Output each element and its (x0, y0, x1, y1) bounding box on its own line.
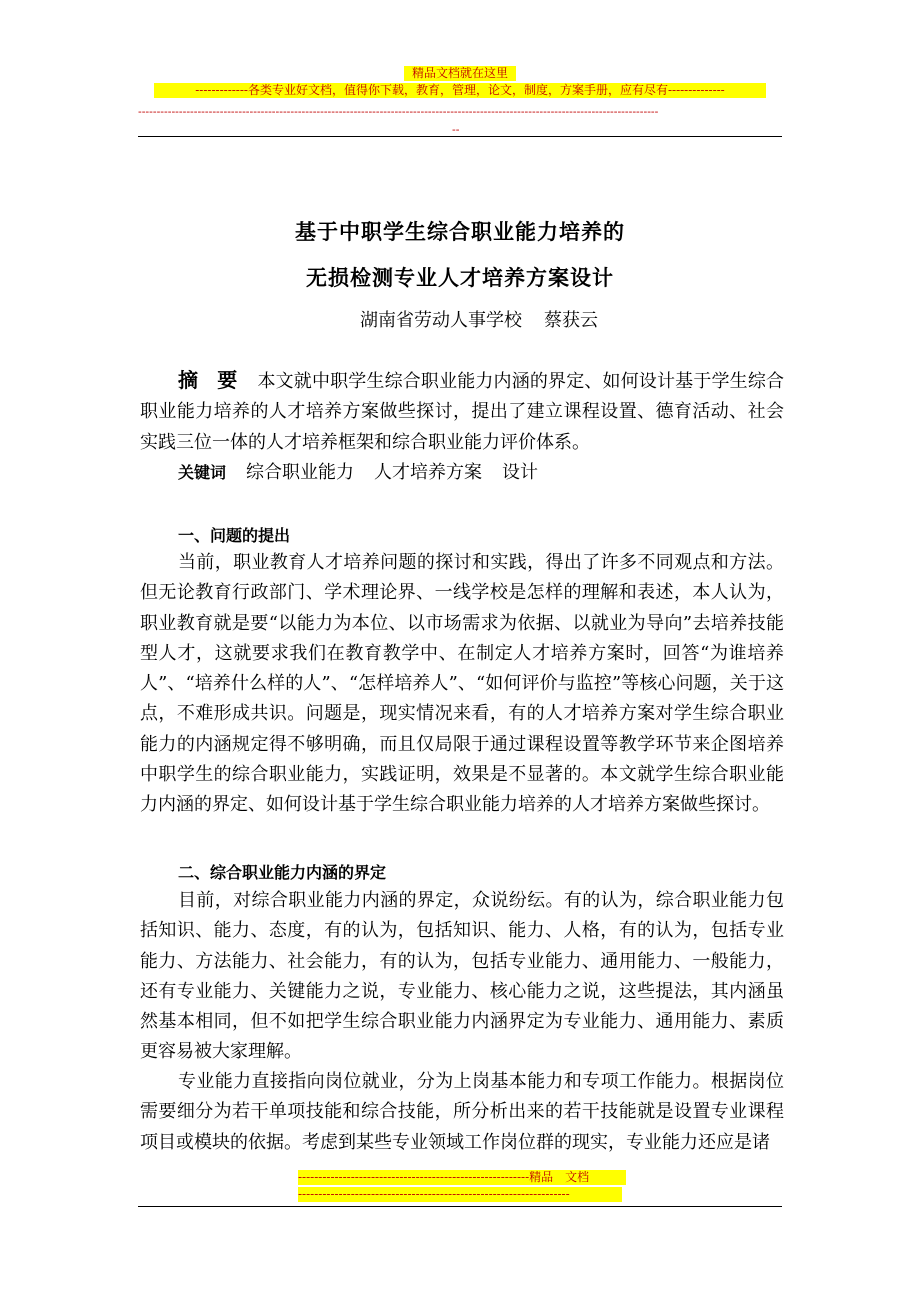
section-heading: 二、综合职业能力内涵的界定 (178, 863, 387, 882)
keyword-item: 人才培养方案 (374, 462, 483, 483)
footer-rule (138, 1206, 782, 1207)
keywords-label: 关键词 (178, 463, 227, 482)
abstract-label: 摘 要 (178, 368, 244, 392)
document-title-line1: 基于中职学生综合职业能力培养的 (295, 220, 625, 244)
body-paragraph: 当前，职业教育人才培养问题的探讨和实践，得出了许多不同观点和方法。但无论教育行政部门、学术理论界、一线学校是怎样的理解和表述，本人认为，职业教育就是要“以能力为本位、以市场需求为依据、以就业为导向”去培养技能型人才，这就要求我们在教育教学中、在制定人才培养方案时，回答“为谁培养人”、“培养什么样的人”、“怎样培养人”、“如何评价与监控”等核心问题，关于这点，不难形成共识。问题是，现实情况来看，有的人才培养方案对学生综合职业能力的内涵规定得不够明确，而且仅局限于通过课程设置等教学环节来企图培养中职学生的综合职业能力，实践证明，效果是不显著的。本文就学生综合职业能力内涵的界定、如何设计基于学生综合职业能力培养的人才培养方案做些探讨。 (140, 552, 784, 816)
body-paragraph: 目前，对综合职业能力内涵的界定，众说纷纭。有的认为，综合职业能力包括知识、能力、态度，有的认为，包括知识、能力、人格，有的认为，包括专业能力、方法能力、社会能力，有的认为，包括专业能力、通用能力、一般能力，还有专业能力、关键能力之说，专业能力、核心能力之说，这些提法，其内涵虽然基本相同，但不如把学生综合职业能力内涵界定为专业能力、通用能力、素质更容易被大家理解。 (140, 890, 784, 1063)
header-promo-title: 精品文档就在这里 (404, 66, 516, 81)
header-promo-banner: -------------各类专业好文档，值得你下载，教育，管理，论文，制度，方案手册，应有尽有-------------- (154, 83, 766, 98)
document-header (0, 66, 920, 98)
author-name: 蔡获云 (544, 310, 598, 331)
keywords-line (178, 458, 778, 488)
abstract-paragraph (140, 365, 784, 458)
keyword-item: 设计 (502, 462, 539, 483)
section-heading: 一、问题的提出 (178, 526, 291, 545)
header-rule (138, 136, 782, 137)
footer-promo-line: ---------------------------------------------------------精品 文档 (298, 1170, 626, 1185)
header-dashed-line-continuation: -- (452, 123, 460, 136)
header-dashed-line: -------------------------------------------------------------------------------------------------------------------------------------------- (138, 106, 659, 118)
footer-dashed-line: ------------------------------------------------------------------- (298, 1187, 622, 1202)
author-line (360, 306, 598, 332)
body-paragraph: 专业能力直接指向岗位就业，分为上岗基本能力和专项工作能力。根据岗位需要细分为若干单项技能和综合技能，所分析出来的若干技能就是设置专业课程项目或模块的依据。考虑到某些专业领域工作岗位群的现实，专业能力还应是诸 (140, 1071, 784, 1153)
document-title-line2: 无损检测专业人才培养方案设计 (306, 266, 614, 290)
author-school: 湖南省劳动人事学校 (360, 310, 522, 331)
keyword-item: 综合职业能力 (246, 462, 355, 483)
abstract-text: 本文就中职学生综合职业能力内涵的界定、如何设计基于学生综合职业能力培养的人才培养方案做些探讨，提出了建立课程设置、德育活动、社会实践三位一体的人才培养框架和综合职业能力评价体系。 (140, 371, 784, 453)
